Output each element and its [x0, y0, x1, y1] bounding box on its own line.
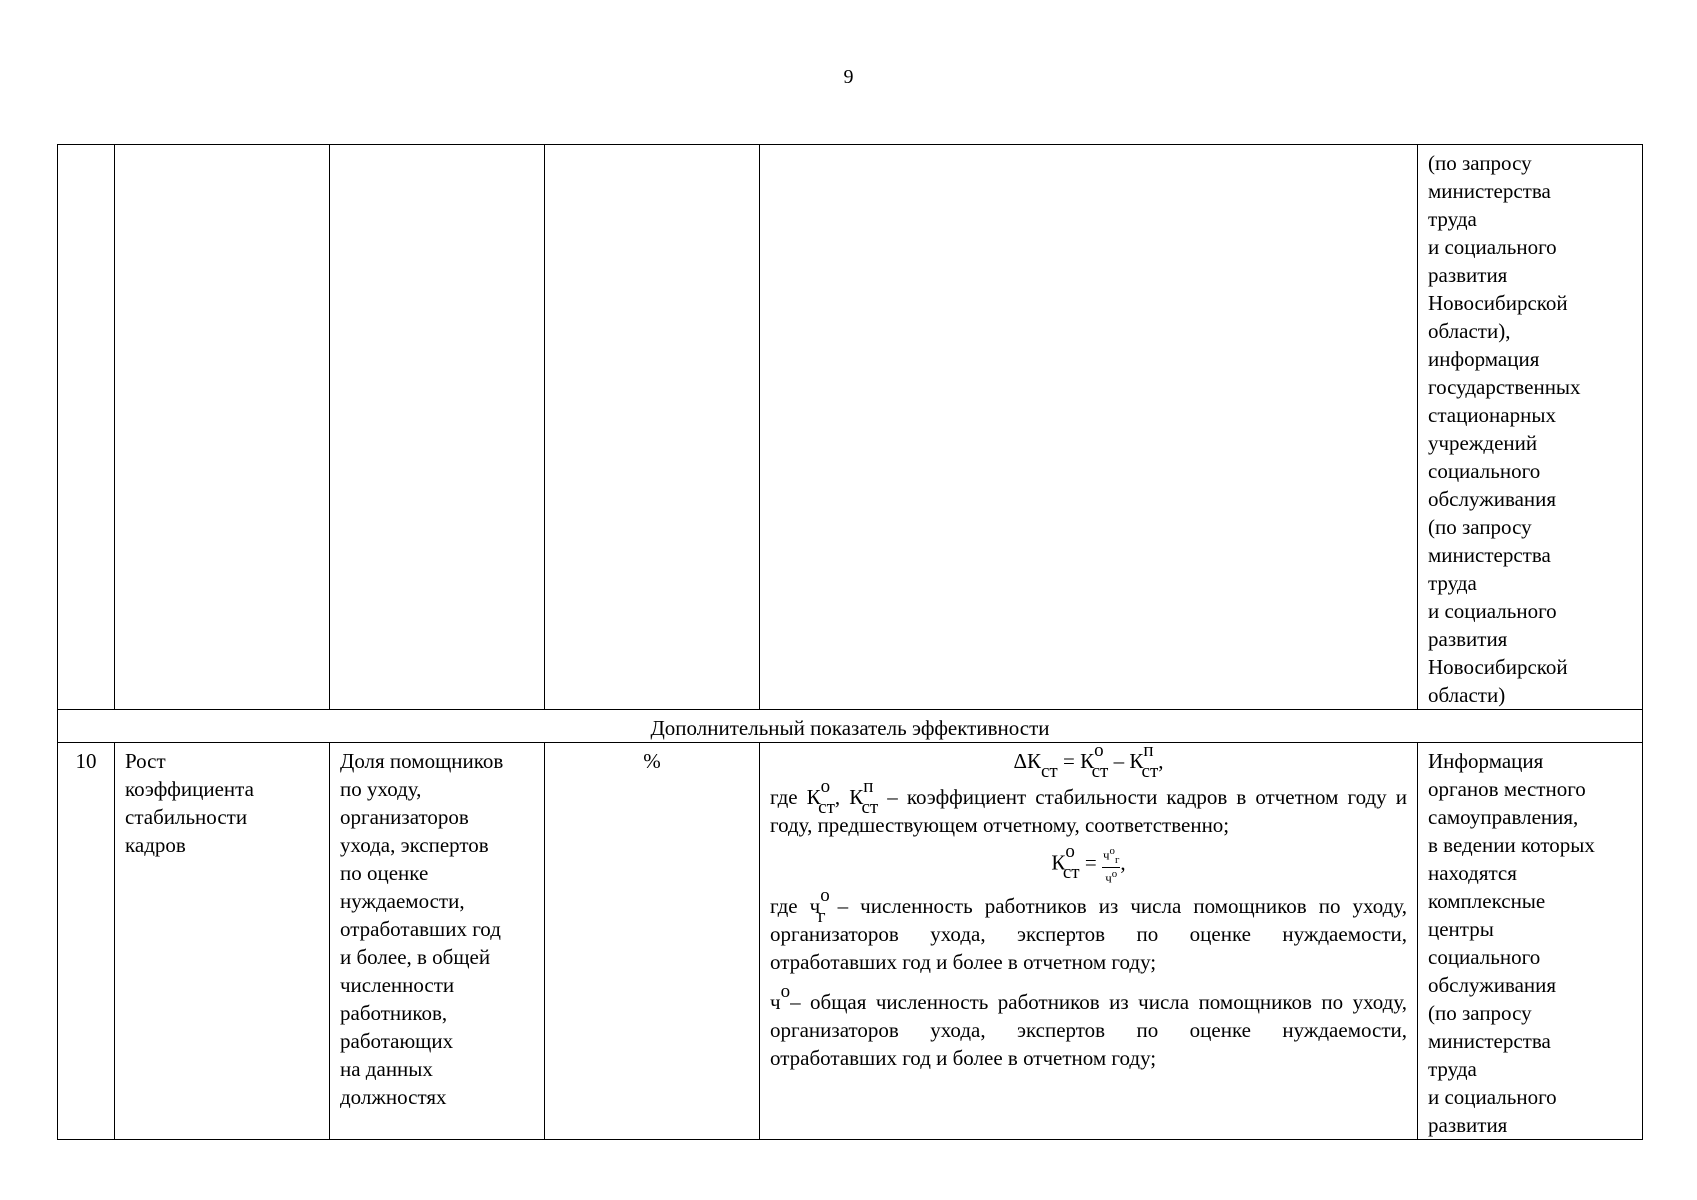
- unit-of-measure: %: [545, 743, 760, 1140]
- calculation-formula: [760, 743, 1418, 1140]
- cell-number-empty: [58, 145, 115, 710]
- cell-definition-empty: [330, 145, 545, 710]
- indicators-table: [57, 144, 1643, 1140]
- data-source: Информация органов местного самоуправления, в ведении которых находятся комплексные центры социального обслуживания (по запросу министерства труда и социального развития: [1418, 743, 1643, 1140]
- page-number: 9: [843, 66, 854, 88]
- source-text-continuation: (по запросу министерства труда и социального развития Новосибирской области), информация государственных стационарных учреждений социального обслуживания (по запросу министерства труда и социального развития Новосибирской области): [1428, 151, 1581, 707]
- cell-unit-empty: [545, 145, 760, 710]
- formula-definition-2: где чог – численность работников из числа помощников по уходу, организаторов ухода, экспертов по оценке нуждаемости, отработавших год и более в отчетном году;: [770, 885, 1407, 975]
- formula-definition-1: где Кост, Кпст – коэффициент стабильности кадров в отчетном году и году, предшествующем отчетному, соответственно;: [770, 776, 1407, 837]
- formula-delta-k: ΔКст = Кост – Кпст,: [1013, 742, 1164, 782]
- cell-formula-empty: [760, 145, 1418, 710]
- section-header: Дополнительный показатель эффективности: [58, 710, 1643, 743]
- cell-indicator-empty: [115, 145, 330, 710]
- table-row-10: [58, 743, 1643, 1140]
- formula-k-st: Кост = $\frac{ч^о_г}{ч^о}$ ,: [1051, 841, 1126, 886]
- indicator-definition: Доля помощников по уходу, организаторов ухода, экспертов по оценке нуждаемости, отработавших год и более, в общей численности работников, работающих на данных должностях: [330, 743, 545, 1140]
- formula-fraction: $\frac{ч^о_г}{ч^о}$: [1102, 845, 1120, 886]
- row-number: 10: [58, 743, 115, 1140]
- formula-definition-3: чо– общая численность работников из числа помощников по уходу, организаторов ухода, экспертов по оценке нуждаемости, отработавших год и более в отчетном году;: [770, 981, 1407, 1071]
- indicator-name: Рост коэффициента стабильности кадров: [115, 743, 330, 1140]
- cell-source-continuation: [1418, 145, 1643, 710]
- section-header-row: [58, 710, 1643, 743]
- table-row-continuation: [58, 145, 1643, 710]
